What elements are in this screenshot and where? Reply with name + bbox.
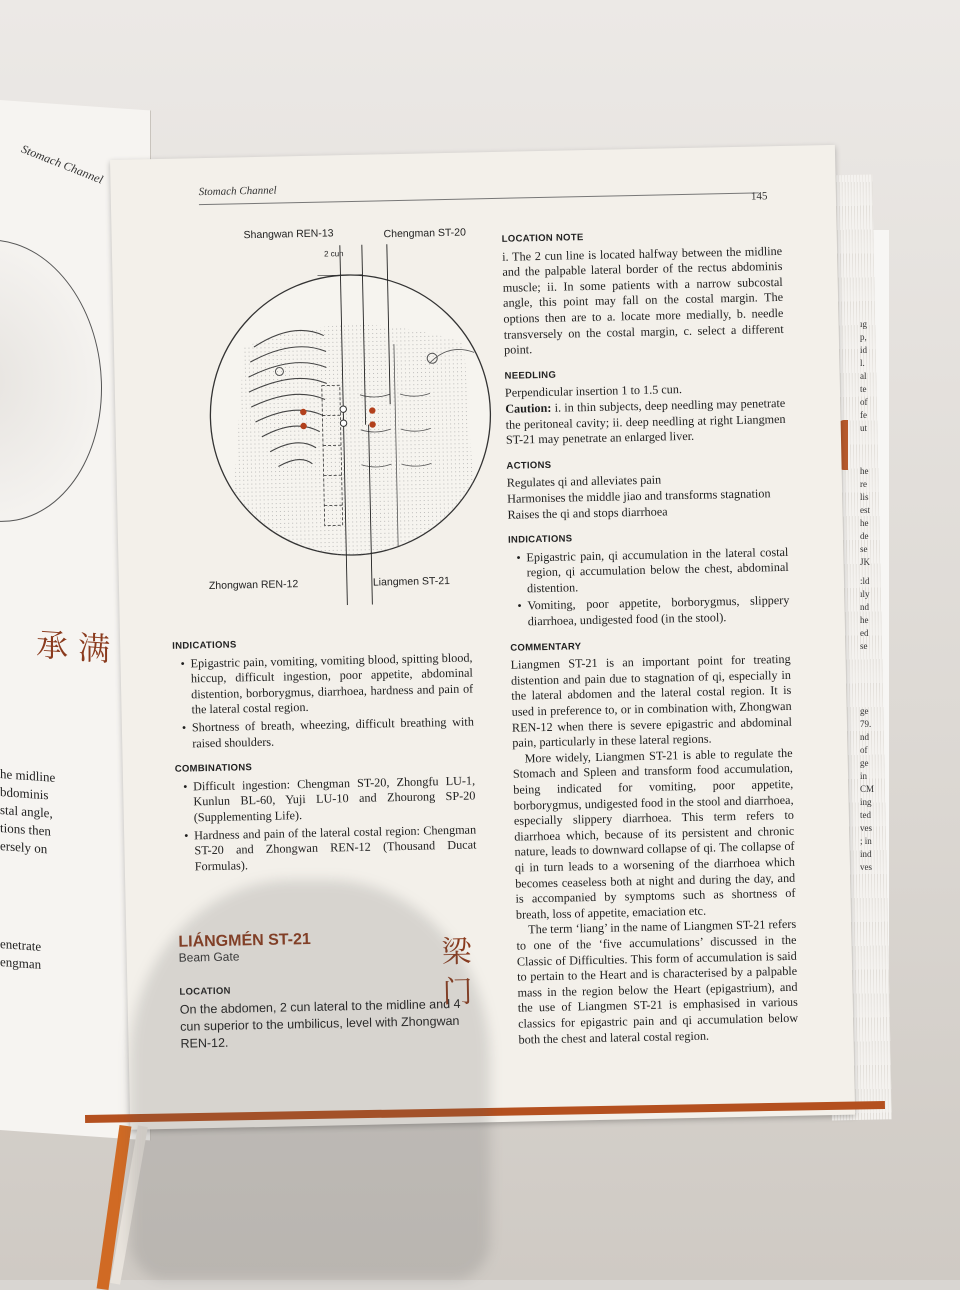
- list-item: • Epigastric pain, qi accumulation in the lateral costal region, qi accumulation below the chest, abdominal distention.: [518, 545, 789, 597]
- label-chengman: Chengman ST-20: [383, 227, 466, 241]
- combinations-heading: COMBINATIONS: [175, 756, 475, 778]
- side-fragment: he re lis est he de se JK: [860, 465, 870, 569]
- fragment: stal angle,: [0, 801, 55, 823]
- point-chinese-name: 梁 门: [441, 933, 477, 1014]
- action-item: Raises the qi and stops diarrhoea: [507, 501, 787, 522]
- actions-list: [507, 470, 788, 523]
- fragment: ersely on: [0, 837, 55, 859]
- side-fragment: :ld ıly nd he ed se: [860, 575, 870, 653]
- indications-list: [172, 650, 474, 752]
- label-liangmen: Liangmen ST-21: [373, 575, 450, 589]
- needling-line: Perpendicular insertion 1 to 1.5 cun.: [505, 382, 682, 400]
- side-fragment: ıg p, id l. al te of fe ut: [860, 318, 868, 435]
- action-item: Regulates qi and alleviates pain: [507, 470, 787, 491]
- commentary-paragraph-2: More widely, Liangmen ST-21 is able to regulate the Stomach and Spleen and transform food accumulation, being indicated for vomiting, poor appetite, borborygmus, undigested food in the stool and diarrhoea, especially slippery diarrhoea. This term refers to diarrhoea which, because of its persistent and chronic nature, leads to downward collapse of qi. The collapse of qi in turn leads to a worsening of the diarrhoea which becomes ceaseless both at night and during the day, and is accompanied by symptoms such as shortness of breath, loss of appetite, emaciation etc.: [512, 746, 796, 923]
- anatomy-illustration: [181, 222, 509, 609]
- needling-heading: NEEDLING: [504, 363, 784, 384]
- header-rule: [199, 192, 759, 205]
- location-note-heading: LOCATION NOTE: [502, 226, 782, 247]
- point-title: LIÁNGMÉN ST-21: [178, 929, 478, 951]
- fragment: engman: [0, 953, 41, 974]
- indications-list-right: [508, 545, 790, 631]
- label-zhongwan: Zhongwan REN-12: [209, 578, 299, 592]
- fragment: tions then: [0, 819, 55, 841]
- list-item: • Vomiting, poor appetite, borborygmus, slippery diarrhoea, undigested food (in the stool).: [519, 593, 790, 630]
- location-note-text: i. The 2 cun line is located halfway between the midline and the palpable lateral border of the rectus abdominis muscle; ii. In some patients with a narrow subcostal angle, this point may fall on the costal margin. The options then are to a. locate more medially, b. needle transversely on the costal margin, c. select a different point.: [502, 244, 784, 359]
- fragment: bdominis: [0, 783, 55, 805]
- commentary-paragraph-3: The term ‘liang’ in the name of Liangmen ST-21 refers to one of the ‘five accumulations’ discussed in the Classic of Difficulties. This form of accumulation is said to pertain to the Heart and is characterised by a palpable mass in the region below the Heart (epigastrium), and the use of Liangmen ST-21 is emphasised in various classics for epigastric pain and qi accumulation below both the chest and lateral costal region.: [516, 917, 799, 1048]
- commentary-heading: COMMENTARY: [510, 635, 790, 656]
- caution-text: [505, 396, 786, 449]
- label-2-cun: 2 cun: [324, 249, 344, 258]
- hand-shadow: [130, 880, 490, 1280]
- list-item: • Difficult ingestion: Chengman ST-20, Zhongfu LU-1, Kunlun BL-60, Yuji LU-10 and Zhourong SP-20 (Supplementing Life).: [185, 773, 476, 826]
- torso-drawing: [181, 222, 509, 609]
- caution-label: Caution:: [505, 401, 551, 416]
- right-column: [502, 226, 799, 1048]
- list-item: • Hardness and pain of the lateral costal region: Chengman ST-20 and Zhongwan REN-12 (Thousand Ducat Formulas).: [186, 822, 477, 875]
- label-shangwan: Shangwan REN-13: [243, 227, 333, 241]
- left-chinese-name: 承 满: [36, 623, 110, 672]
- caution-body: i. in thin subjects, deep needling may penetrate the peritoneal cavity; ii. deep needling at right Liangmen ST-21 may penetrate an enlarged liver.: [505, 396, 785, 447]
- left-illustration: [0, 232, 102, 529]
- left-running-head: Stomach Channel: [19, 142, 104, 188]
- left-text-fragments-a: [0, 765, 55, 859]
- indications-heading: INDICATIONS: [172, 633, 472, 655]
- actions-heading: ACTIONS: [506, 453, 786, 474]
- page-number: 145: [751, 190, 768, 202]
- action-item: Harmonises the middle jiao and transforms stagnation: [507, 486, 787, 507]
- list-item: • Shortness of breath, wheezing, difficult breathing with raised shoulders.: [184, 714, 475, 751]
- commentary-paragraph-1: Liangmen ST-21 is an important point for treating distention and pain due to stagnation of qi, especially in the lateral abdomen and the lateral costal region. It is used in preference to, or in combination with, Zhongwan REN-12 when there is severe epigastric and abdominal pain, particularly in these lateral regions.: [511, 652, 793, 751]
- fragment: enetrate: [0, 935, 41, 956]
- point-subtitle: Beam Gate: [179, 944, 479, 966]
- fragment: he midline: [0, 765, 55, 787]
- side-fragment: ge 79. nd of ge in CM ing ted ves ; in ind ves: [860, 705, 874, 874]
- left-text-fragments-b: [0, 935, 41, 974]
- location-heading: LOCATION: [179, 978, 479, 1000]
- indications-heading-right: INDICATIONS: [508, 527, 788, 548]
- running-head: Stomach Channel: [199, 185, 277, 199]
- location-text: On the abdomen, 2 cun lateral to the midline and 4 cun superior to the umbilicus, level with Zhongwan REN-12.: [180, 996, 481, 1053]
- combinations-list: [175, 773, 477, 875]
- list-item: • Epigastric pain, vomiting, vomiting blood, spitting blood, hiccup, difficult ingestion, poor appetite, abdominal distention, borborygmus, diarrhoea, hardness and pain of the lateral costal region.: [182, 650, 473, 718]
